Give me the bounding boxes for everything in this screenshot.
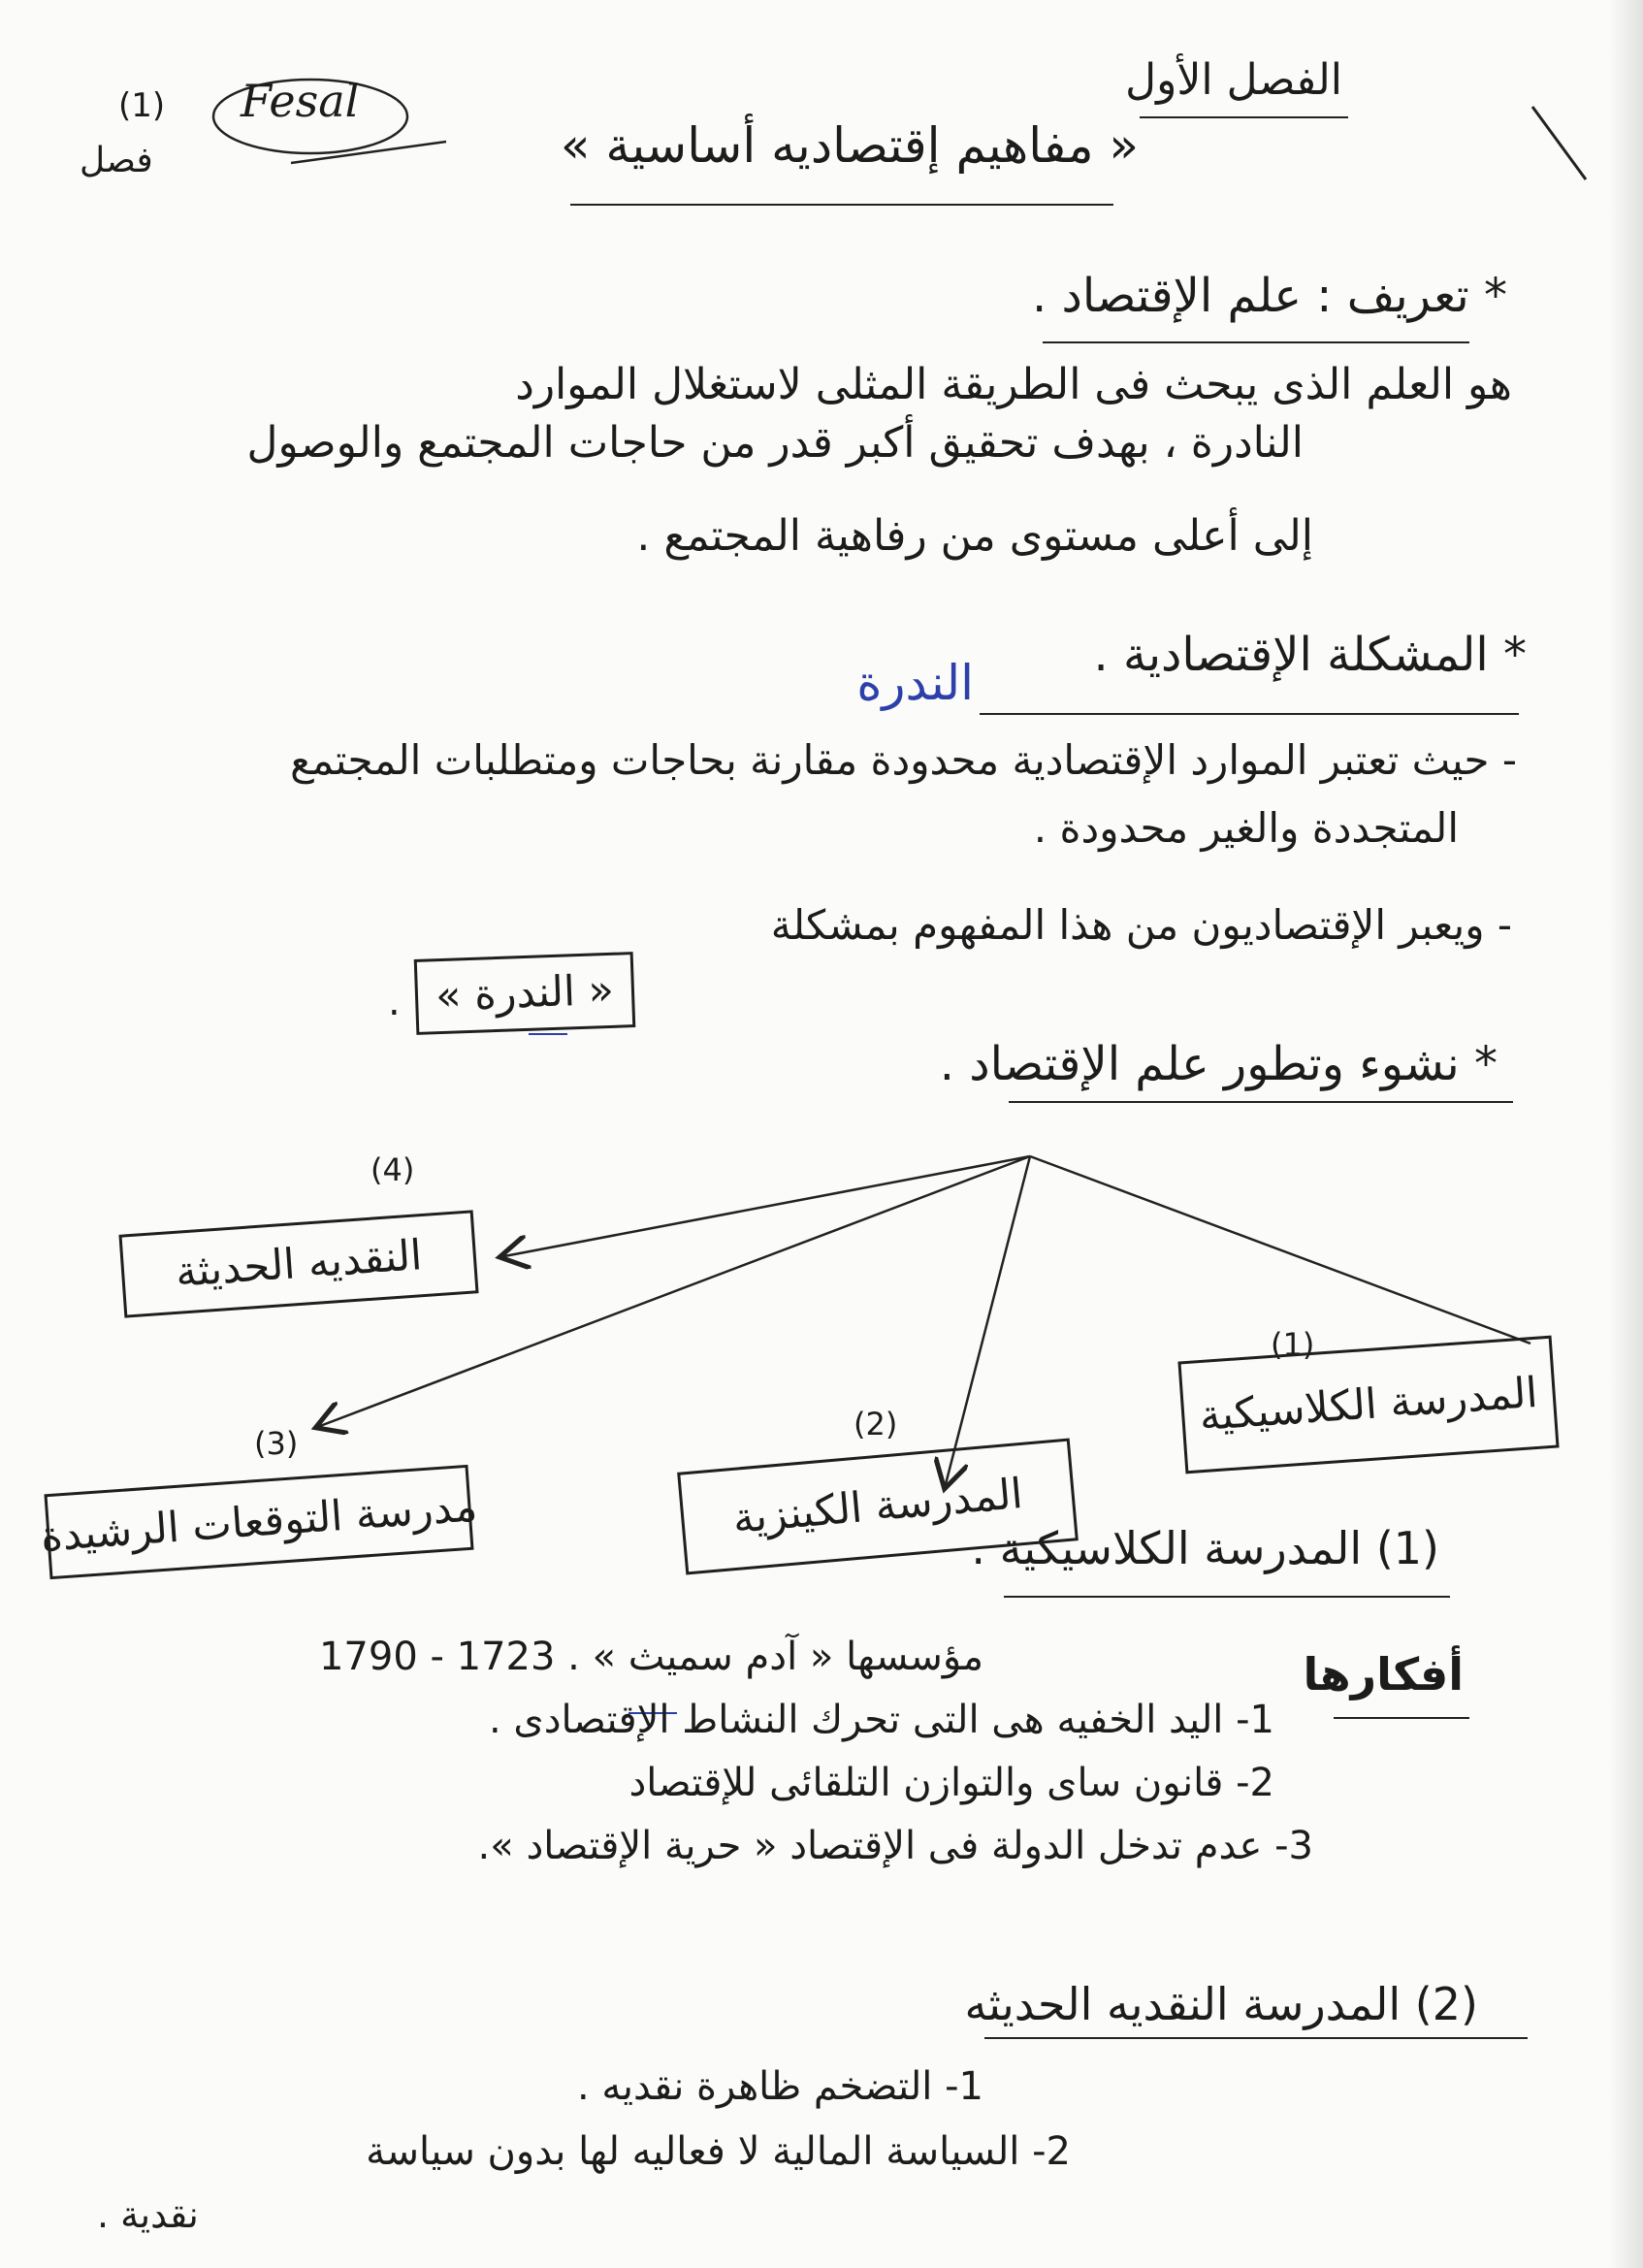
monetarist-heading-underline [984,2037,1528,2039]
definition-line-1: هو العلم الذى يبحث فى الطريقة المثلى لاستغلال الموارد [515,360,1512,409]
classical-founder: مؤسسها « آدم سميث » . 1723 - 1790 [318,1635,983,1679]
school-number-keynesian: (2) [854,1406,898,1442]
monetarist-point-2-cont: نقدية . [97,2193,199,2236]
problem-line-1: - حيث تعتبر الموارد الإقتصادية محدودة مقارنة بحاجات ومتطلبات المجتمع [290,736,1517,784]
classical-idea-2: 2- قانون ساى والتوازن التلقائى للإقتصاد [628,1761,1274,1805]
classical-idea-3: 3- عدم تدخل الدولة فى الإقتصاد « حرية الإقتصاد ». [477,1824,1313,1868]
classical-idea-1: 1- اليد الخفيه هى التى تحرك النشاط الإقتصادى . [488,1698,1274,1742]
school-number-classical: (1) [1271,1326,1315,1363]
boxed-term-period: . [388,980,401,1024]
chapter-label: الفصل الأول [1125,55,1342,105]
monetarist-heading: (2) المدرسة النقديه الحديثه [964,1978,1478,2030]
signature-text: Fesal [241,75,360,127]
school-box-classical: المدرسة الكلاسيكية [1177,1336,1559,1474]
school-box-modern-monetarist: النقديه الحديثة [118,1210,478,1317]
boxed-scarcity-term: « الندرة » [414,952,636,1035]
school-box-rational-expectations: مدرسة التوقعات الرشيدة [44,1465,473,1579]
problem-heading: * المشكلة الإقتصادية . [1093,628,1527,682]
problem-line-2: المتجددة والغير محدودة . [1033,804,1459,852]
ideas-label: أفكارها [1303,1648,1464,1701]
problem-line-3: - ويعبر الإقتصاديون من هذا المفهوم بمشكلة [770,901,1512,949]
school-box-keynesian: المدرسة الكينزية [677,1439,1079,1575]
definition-line-2: النادرة ، بهدف تحقيق أكبر قدر من حاجات المجتمع والوصول [246,418,1304,468]
monetarist-point-1: 1- التضخم ظاهرة نقديه . [576,2064,983,2109]
ideas-label-underline [1334,1717,1469,1719]
evolution-heading: * نشوء وتطور علم الإقتصاد . [939,1037,1498,1091]
monetarist-point-2: 2- السياسة المالية لا فعاليه لها بدون سياسة [366,2129,1071,2174]
definition-line-3: إلى أعلى مستوى من رفاهية المجتمع . [636,511,1313,561]
definition-heading: * تعريف : علم الإقتصاد . [1031,269,1507,323]
corner-word: فصل [80,141,153,180]
school-number-monetarist: (4) [370,1151,415,1188]
classical-heading-underline [1004,1596,1450,1598]
classical-heading: (1) المدرسة الكلاسيكية . [971,1522,1439,1574]
page-title: « مفاهيم إقتصاديه أساسية » [560,117,1139,174]
corner-number: (1) [118,86,166,125]
school-number-rational: (3) [254,1425,299,1462]
problem-annotation: الندرة [856,655,974,711]
